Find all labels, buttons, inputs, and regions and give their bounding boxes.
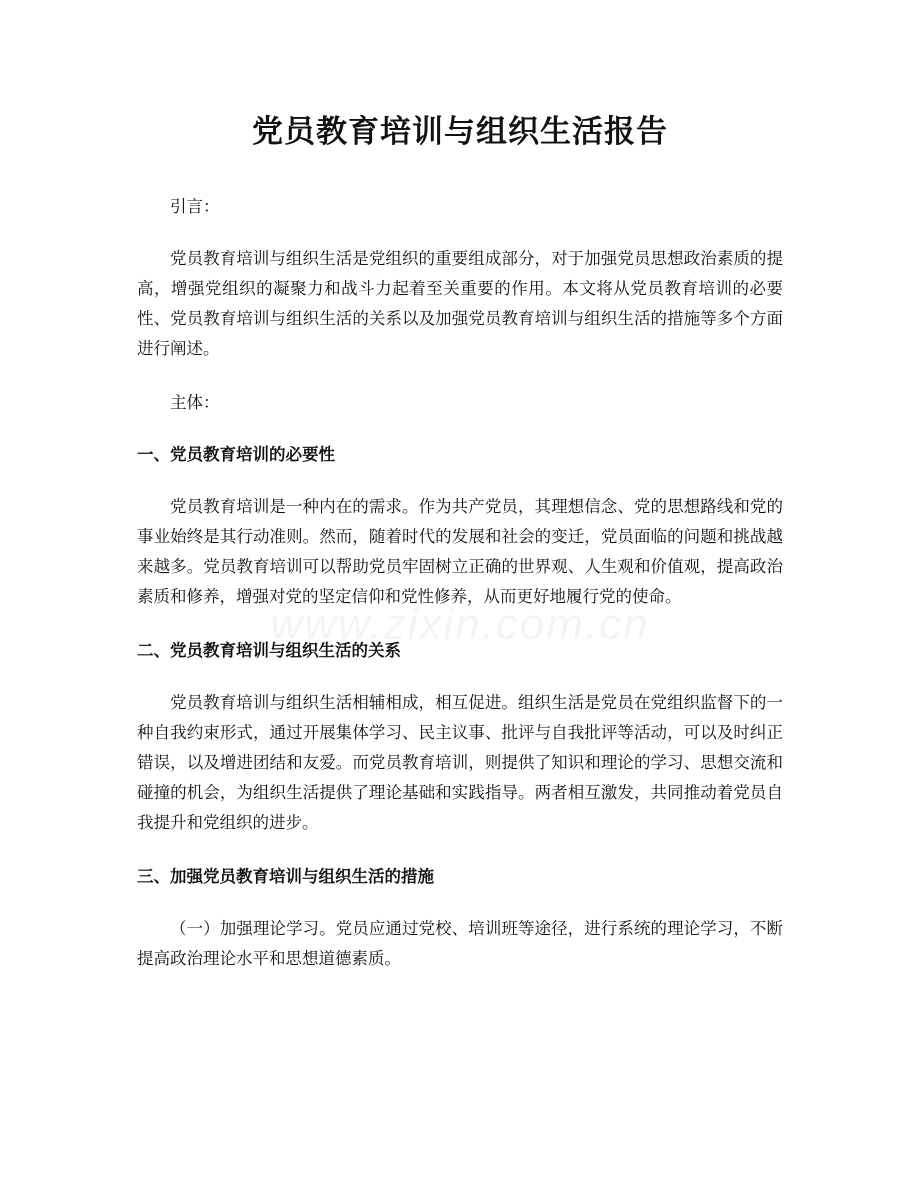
section-heading-2: 二、党员教育培训与组织生活的关系 bbox=[137, 641, 401, 660]
watermark: www.zixin.com.cn bbox=[270, 600, 650, 649]
spacer bbox=[137, 612, 783, 636]
spacer bbox=[137, 666, 783, 688]
intro-paragraph: 党员教育培训与组织生活是党组织的重要组成部分，对于加强党员思想政治素质的提高，增强党组织的凝聚力和战斗力起着至关重要的作用。本文将从党员教育培训的必要性、党员教育培训与组织生活的关系以及加强党员教育培训与组织生活的措施等多个方面进行阐述。 bbox=[137, 249, 783, 358]
spacer bbox=[137, 154, 783, 192]
spacer bbox=[137, 470, 783, 492]
spacer bbox=[137, 364, 783, 388]
section-paragraph-3: （一）加强理论学习。党员应通过党校、培训班等途径，进行系统的理论学习，不断提高政治理论水平和思想道德素质。 bbox=[137, 919, 783, 968]
spacer bbox=[137, 222, 783, 244]
section-paragraph-2: 党员教育培训与组织生活相辅相成，相互促进。组织生活是党员在党组织监督下的一种自我约束形式，通过开展集体学习、民主议事、批评与自我批评等活动，可以及时纠正错误，以及增进团结和友爱。而党员教育培训，则提供了知识和理论的学习、思想交流和碰撞的机会，为组织生活提供了理论基础和实践指导。两者相互激发，共同推动着党员自我提升和党组织的进步。 bbox=[137, 693, 783, 832]
section-paragraph-1: 党员教育培训是一种内在的需求。作为共产党员，其理想信念、党的思想路线和党的事业始终是其行动准则。然而，随着时代的发展和社会的变迁，党员面临的问题和挑战越来越多。党员教育培训可以帮助党员牢固树立正确的世界观、人生观和价值观，提高政治素质和修养，增强对党的坚定信仰和党性修养，从而更好地履行党的使命。 bbox=[137, 497, 783, 606]
intro-label: 引言： bbox=[170, 197, 220, 216]
body-label: 主体： bbox=[170, 393, 220, 412]
spacer bbox=[137, 418, 783, 440]
section-heading-3: 三、加强党员教育培训与组织生活的措施 bbox=[137, 867, 434, 886]
document-title: 党员教育培训与组织生活报告 bbox=[252, 114, 668, 150]
section-heading-1: 一、党员教育培训的必要性 bbox=[137, 445, 335, 464]
spacer bbox=[137, 892, 783, 914]
spacer bbox=[137, 838, 783, 862]
